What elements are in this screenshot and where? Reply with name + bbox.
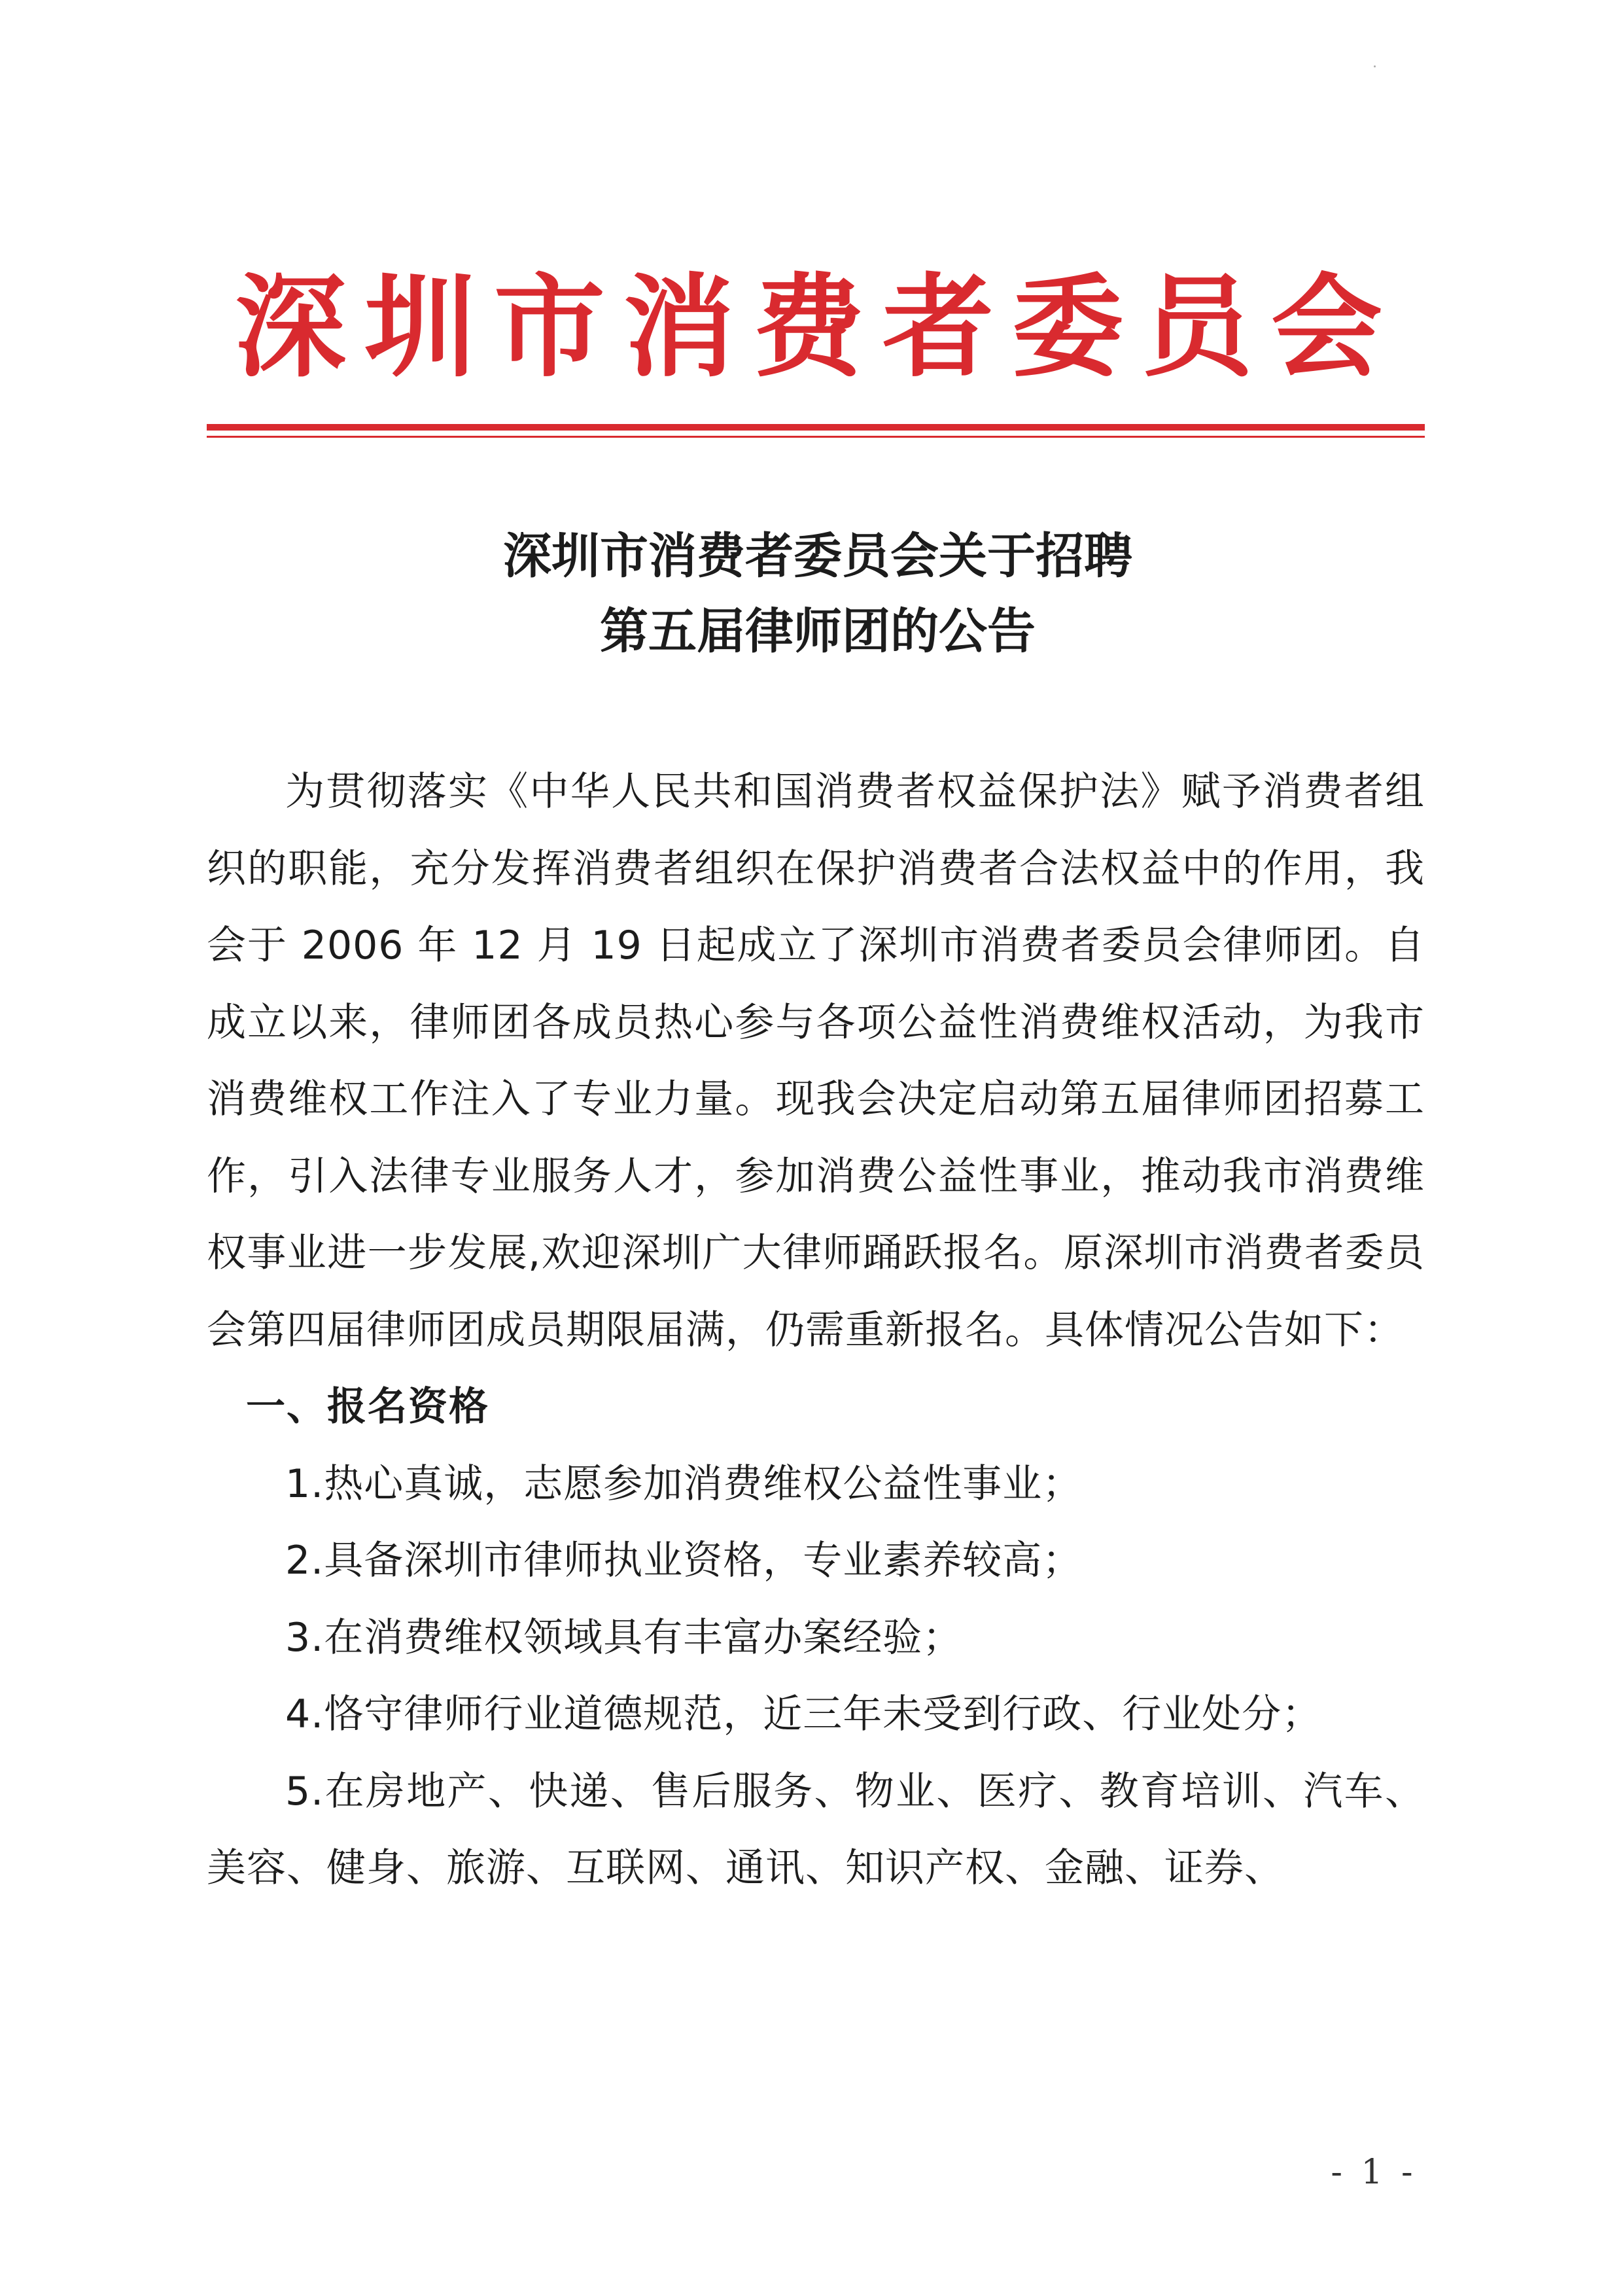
document-title-line-1: 深圳市消费者委员会关于招聘 bbox=[503, 528, 1132, 584]
qualification-item: 2.具备深圳市律师执业资格，专业素养较高； bbox=[285, 1538, 1083, 1583]
letterhead-org-name: 深圳市消费者委员会 bbox=[234, 262, 1401, 393]
intro-paragraph: 为贯彻落实《中华人民共和国消费者权益保护法》赋予消费者组织的职能，充分发挥消费者组织在保护消费者合法权益中的作用，我会于 2006 年 12 月 19 日起成立了深圳市消费者委员会律师团。自成立以来，律师团各成员热心参与各项公益性消费维权活动，为我市消费维权工作注入了专业力量。现我会决定启动第五届律师团招募工作，引入法律专业服务人才，参加消费公益性事业，推动我市消费维权事业进一步发展,欢迎深圳广大律师踊跃报名。原深圳市消费者委员会第四届律师团成员期限届满，仍需重新报名。具体情况公告如下： bbox=[207, 769, 1425, 1353]
scan-speck bbox=[1374, 65, 1376, 67]
document-body bbox=[207, 754, 1425, 1907]
section-heading: 一、报名资格 bbox=[246, 1384, 489, 1430]
letterhead-rule-thin bbox=[207, 436, 1425, 438]
qualification-item: 5.在房地产、快递、售后服务、物业、医疗、教育培训、汽车、美容、健身、旅游、互联网、通讯、知识产权、金融、证券、 bbox=[207, 1768, 1425, 1891]
qualification-item: 3.在消费维权领域具有丰富办案经验； bbox=[285, 1614, 963, 1661]
document-title-line-2: 第五届律师团的公告 bbox=[600, 603, 1036, 660]
qualification-item: 4.恪守律师行业道德规范，近三年未受到行政、行业处分； bbox=[285, 1691, 1322, 1737]
qualification-item: 1.热心真诚，志愿参加消费维权公益性事业； bbox=[285, 1460, 1083, 1507]
page-number: - 1 - bbox=[1331, 2153, 1417, 2192]
letterhead-rule-thick bbox=[207, 424, 1425, 431]
